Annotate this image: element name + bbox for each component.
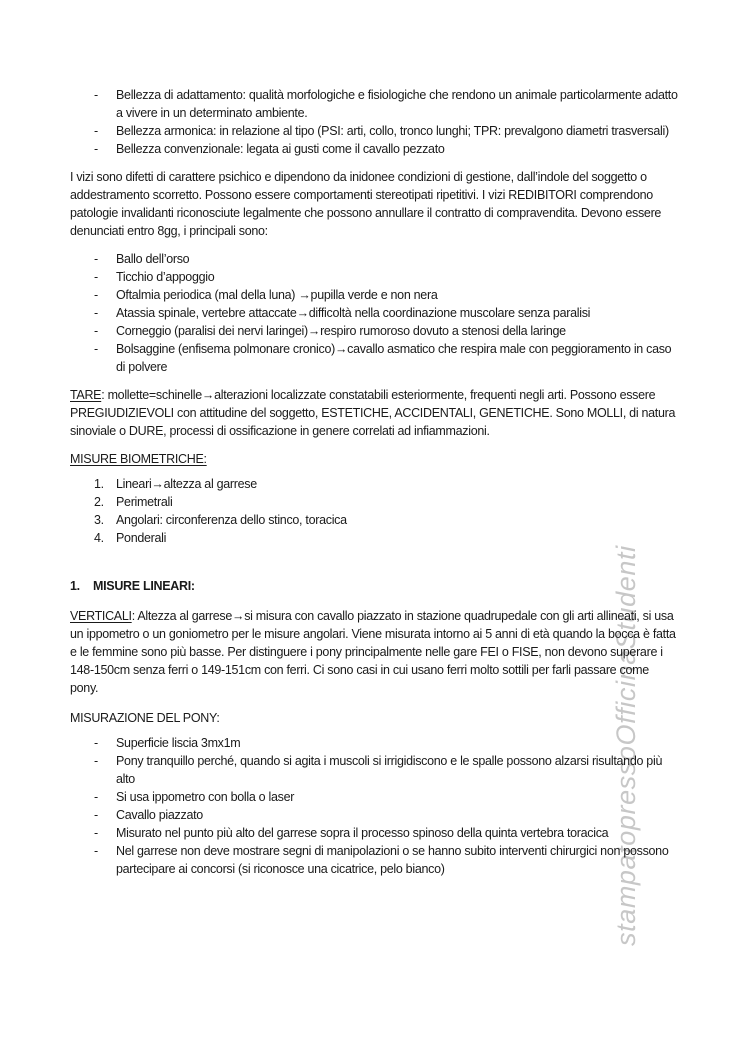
list-item [70, 734, 678, 752]
section-heading-misure-lineari [70, 577, 678, 595]
list-item [70, 842, 678, 878]
list-item-text: Misurato nel punto più alto del garrese sopra il processo spinoso della quinta vertebra toracica [116, 826, 609, 840]
list-item-text: Ballo dell’orso [116, 252, 190, 266]
biometric-heading: MISURE BIOMETRICHE: [70, 452, 207, 466]
list-item [70, 824, 678, 842]
tare-label: TARE [70, 388, 102, 402]
list-item [70, 493, 678, 511]
list-item-text: Ponderali [116, 531, 167, 545]
list-item-text: Ticchio d’appoggio [116, 270, 215, 284]
biometric-list [70, 475, 678, 547]
list-item [70, 806, 678, 824]
list-item [70, 304, 678, 322]
section-number: 1. [70, 579, 80, 593]
list-item-text: Nel garrese non deve mostrare segni di manipolazioni o se hanno subito interventi chirurgici non possono partecipare ai concorsi (si riconosce una cicatrice, pelo bianco) [116, 844, 669, 876]
list-item [70, 122, 678, 140]
list-item-text: Bellezza di adattamento: qualità morfologiche e fisiologiche che rendono un animale particolarmente adatto a vivere in un determinato ambiente. [116, 88, 678, 120]
dash-marker: - [94, 754, 98, 768]
list-item [70, 529, 678, 547]
list-item-text: Oftalmia periodica (mal della luna) →pupilla verde e non nera [116, 288, 438, 302]
list-item-text: Bolsaggine (enfisema polmonare cronico)→cavallo asmatico che respira male con peggioramento in caso di polvere [116, 342, 672, 374]
number-marker: 2. [94, 495, 104, 509]
list-item-text: Cavallo piazzato [116, 808, 203, 822]
dash-marker: - [94, 844, 98, 858]
vizi-list [70, 250, 678, 376]
list-item-text: Bellezza armonica: in relazione al tipo (PSI: arti, collo, tronco lunghi; TPR: prevalgono diametri trasversali) [116, 124, 669, 138]
list-item [70, 140, 678, 158]
dash-marker: - [94, 124, 98, 138]
dash-marker: - [94, 288, 98, 302]
list-item-text: Corneggio (paralisi dei nervi laringei)→respiro rumoroso dovuto a stenosi della laringe [116, 324, 566, 338]
list-item [70, 286, 678, 304]
list-item [70, 86, 678, 122]
list-item-text: Superficie liscia 3mx1m [116, 736, 241, 750]
list-item [70, 788, 678, 806]
number-marker: 1. [94, 477, 104, 491]
dash-marker: - [94, 252, 98, 266]
list-item-text: Bellezza convenzionale: legata ai gusti come il cavallo pezzato [116, 142, 445, 156]
pony-heading: MISURAZIONE DEL PONY: [70, 711, 220, 725]
dash-marker: - [94, 808, 98, 822]
list-item-text: Perimetrali [116, 495, 173, 509]
verticali-body: : Altezza al garrese→si misura con cavallo piazzato in stazione quadrupedale con gli arti allineati, si usa un ippometro o un goniometro per le misure angolari. Viene misurata intorno ai 5 anni di età quando la bocca è fatta e le femmine sono più basse. Per distinguere i pony principalmente nelle gare FEI o FISE, non devono superare i 148-150cm senza ferri o 149-151cm con ferri. Ci sono casi in cui usano ferri molto sottili per farli passare come pony. [70, 609, 676, 695]
number-marker: 3. [94, 513, 104, 527]
watermark: stampatopressoOfficinaStudenti [611, 545, 641, 946]
list-item [70, 322, 678, 340]
dash-marker: - [94, 306, 98, 320]
dash-marker: - [94, 88, 98, 102]
list-item-text: Pony tranquillo perché, quando si agita i muscoli si irrigidiscono e le spalle possono alzarsi risultando più alto [116, 754, 663, 786]
list-item-text: Angolari: circonferenza dello stinco, toracica [116, 513, 347, 527]
list-item [70, 340, 678, 376]
dash-marker: - [94, 270, 98, 284]
list-item-text: Atassia spinale, vertebre attaccate→difficoltà nella coordinazione muscolare senza paralisi [116, 306, 591, 320]
dash-marker: - [94, 790, 98, 804]
tare-paragraph [70, 386, 678, 440]
section-title: MISURE LINEARI: [93, 579, 195, 593]
list-item [70, 511, 678, 529]
dash-marker: - [94, 826, 98, 840]
verticali-paragraph [70, 607, 678, 697]
list-item [70, 752, 678, 788]
dash-marker: - [94, 736, 98, 750]
list-item [70, 268, 678, 286]
pony-list [70, 734, 678, 878]
verticali-label: VERTICALI [70, 609, 132, 623]
vizi-paragraph: I vizi sono difetti di carattere psichico e dipendono da inidonee condizioni di gestione, dall’indole del soggetto o addestramento scorretto. Possono essere comportamenti stereotipati ripetitivi. I vizi REDIBITORI comprendono patologie invalidanti riconosciute legalmente che possono annullare il contratto di compravendita. Devono essere denunciati entro 8gg, i principali sono: [70, 170, 662, 238]
dash-marker: - [94, 142, 98, 156]
dash-marker: - [94, 342, 98, 356]
list-item-text: Si usa ippometro con bolla o laser [116, 790, 295, 804]
list-item [70, 250, 678, 268]
number-marker: 4. [94, 531, 104, 545]
list-item [70, 475, 678, 493]
dash-marker: - [94, 324, 98, 338]
tare-body: : mollette=schinelle→alterazioni localizzate constatabili esteriormente, frequenti negli arti. Possono essere PREGIUDIZIEVOLI con attitudine del soggetto, ESTETICHE, ACCIDENTALI, GENETICHE. Sono MOLLI, di natura sinoviale o DURE, processi di ossificazione in genere correlati ad infiammazioni. [70, 388, 676, 438]
beauty-list [70, 86, 678, 158]
list-item-text: Lineari→altezza al garrese [116, 477, 257, 491]
